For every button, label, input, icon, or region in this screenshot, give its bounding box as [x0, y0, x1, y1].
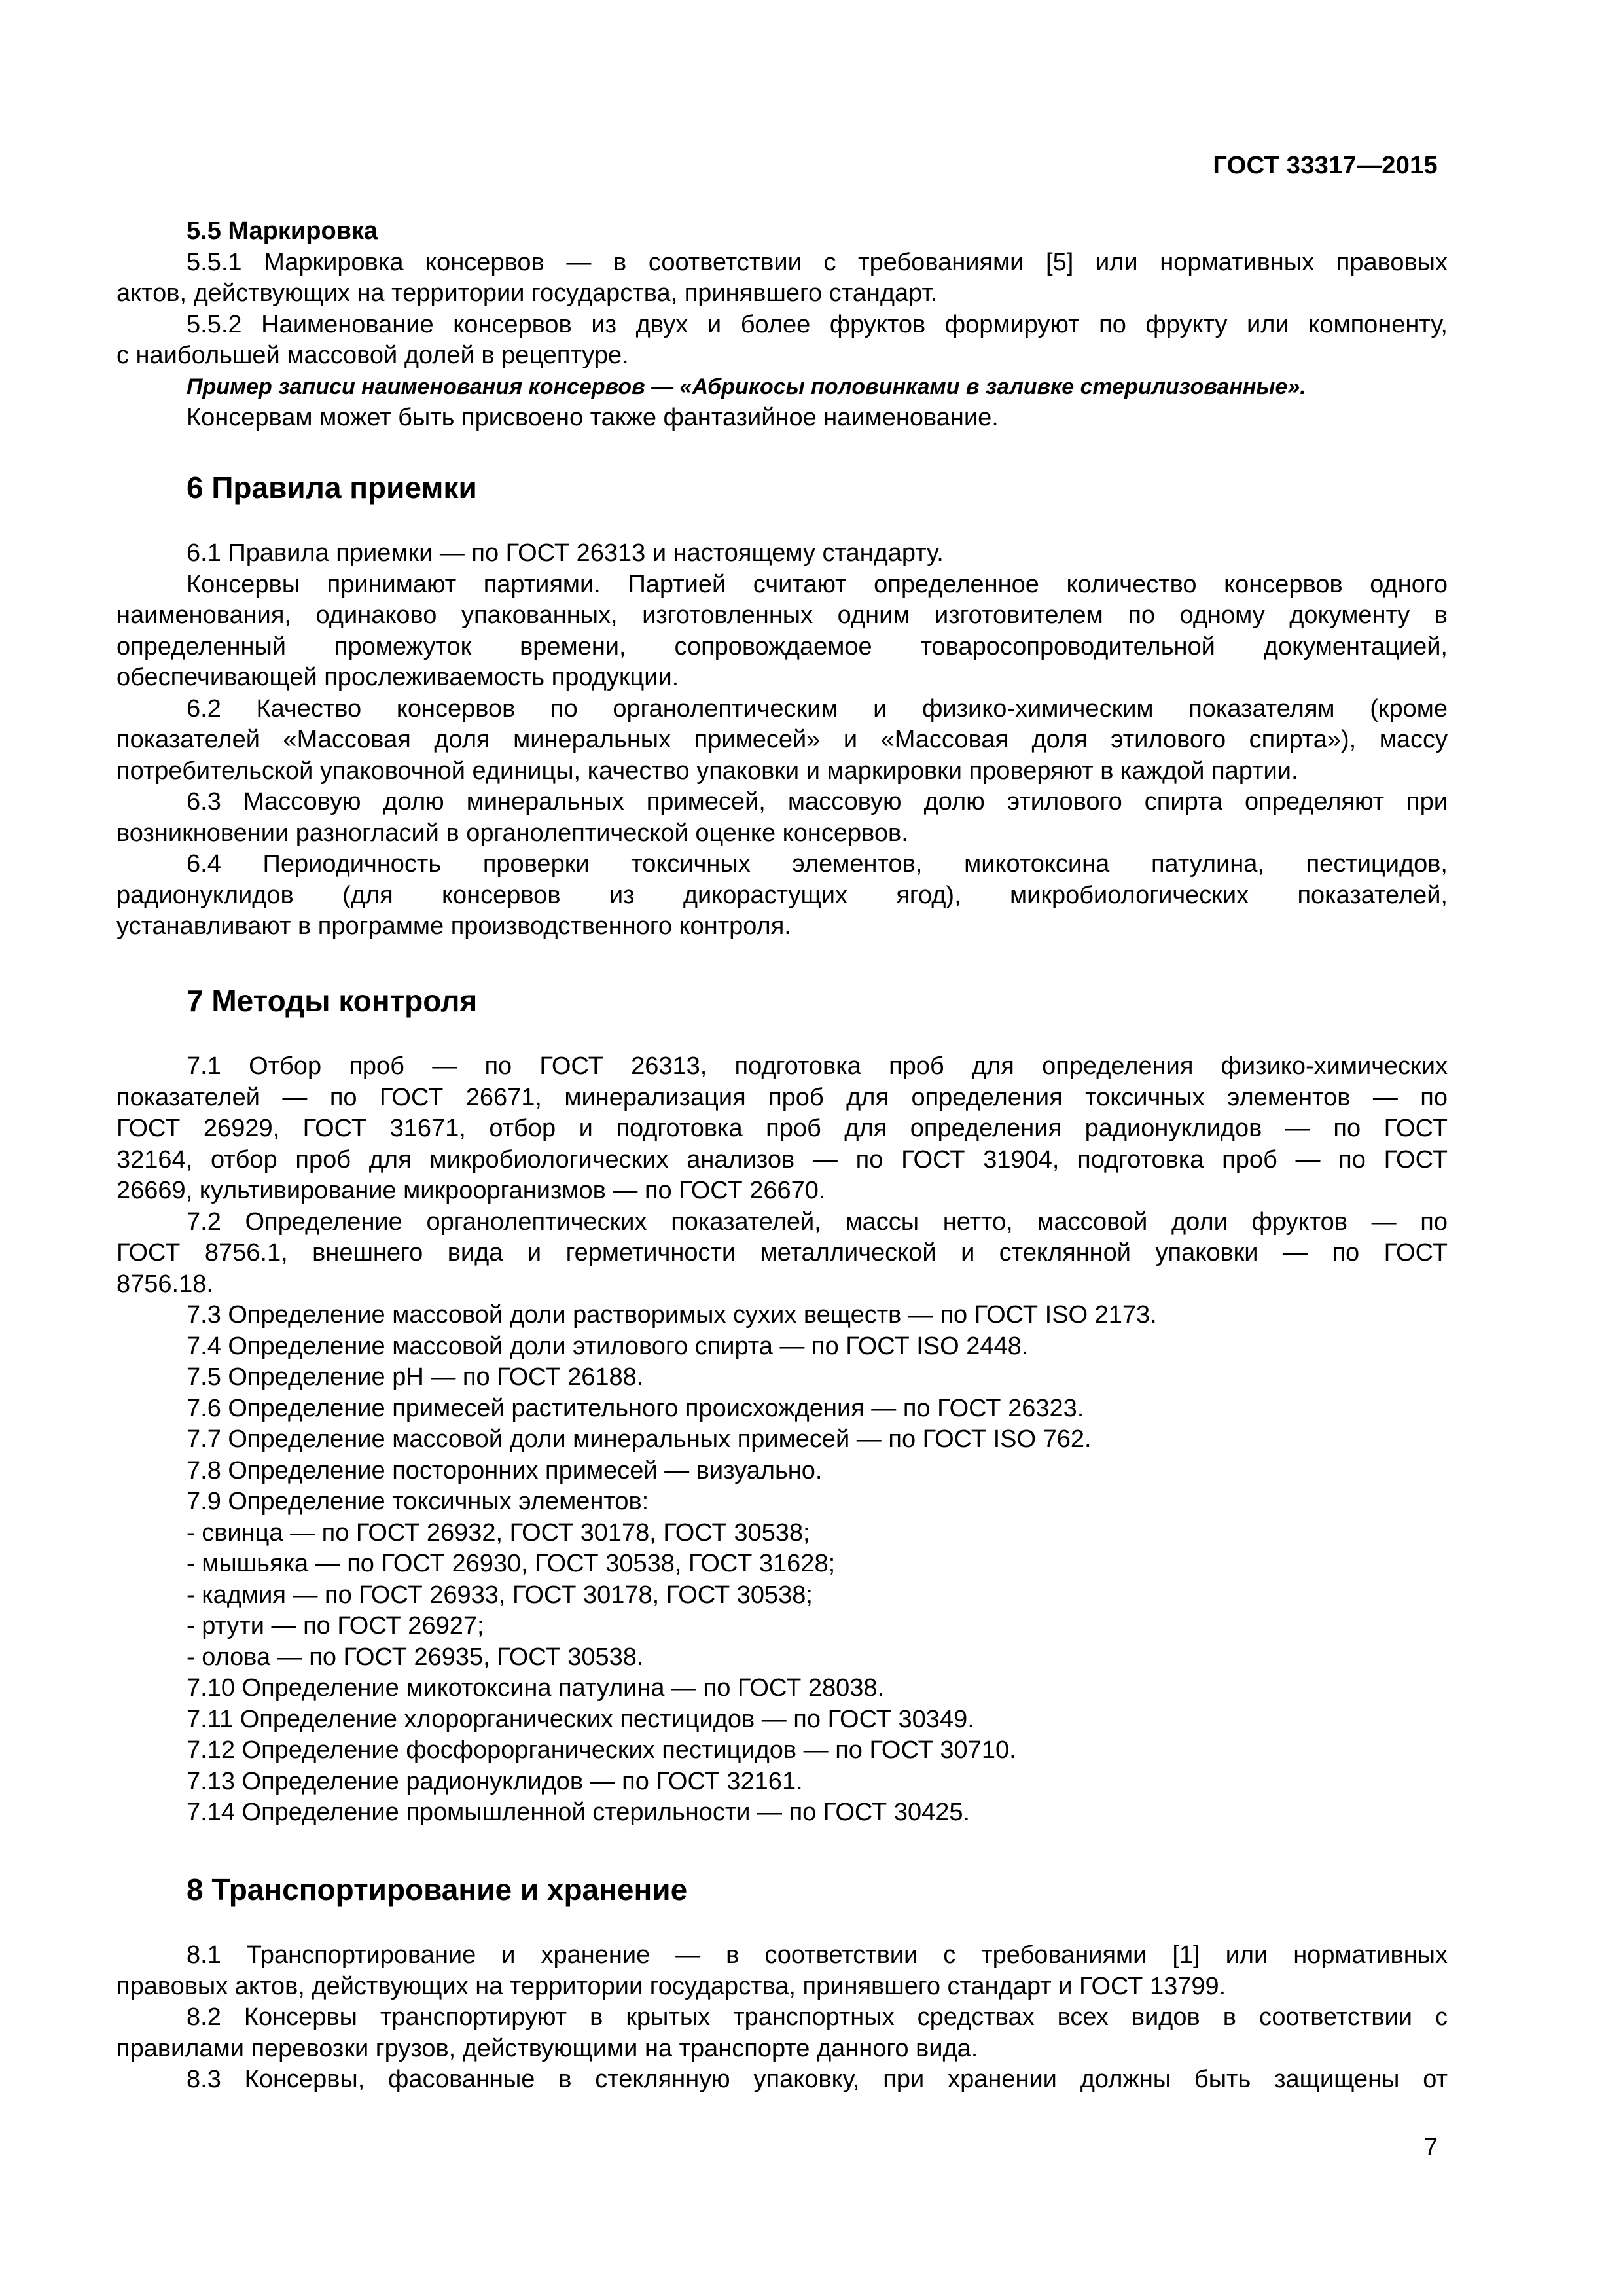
paragraph-line: 5.5.2 Наименование консервов из двух и более фруктов формируют по фрукту или компоненту,	[187, 310, 1448, 338]
list-item: - свинца — по ГОСТ 26932, ГОСТ 30178, ГОСТ 30538;	[187, 1518, 810, 1547]
paragraph-line: с наибольшей массовой долей в рецептуре.	[116, 342, 629, 369]
paragraph-line: 8.2 Консервы транспортируют в крытых транспортных средствах всех видов в соответствии с	[187, 2003, 1448, 2031]
paragraph-line: определенный промежуток времени, сопровождаемое товаросопроводительной документацией,	[116, 632, 1448, 660]
paragraph-line: ГОСТ 26929, ГОСТ 31671, отбор и подготовка проб для определения радионуклидов — по ГОСТ	[116, 1115, 1448, 1142]
list-item: 7.11 Определение хлорорганических пестицидов — по ГОСТ 30349.	[187, 1705, 974, 1733]
paragraph-line: 5.5.1 Маркировка консервов — в соответствии с требованиями [5] или нормативных правовых	[187, 248, 1448, 276]
list-item: 7.6 Определение примесей растительного происхождения — по ГОСТ 26323.	[187, 1394, 1084, 1422]
paragraph-line: 32164, отбор проб для микробиологических анализов — по ГОСТ 31904, подготовка проб — по ГОСТ	[116, 1145, 1448, 1174]
paragraph-line: правилами перевозки грузов, действующими на транспорте данного вида.	[116, 2034, 978, 2062]
section-7-body	[116, 1051, 1448, 1829]
list-item: - ртути — по ГОСТ 26927;	[187, 1612, 484, 1640]
paragraph-line: 7.2 Определение органолептических показателей, массы нетто, массовой доли фруктов — по	[187, 1208, 1448, 1236]
subsection-title: 5.5 Маркировка	[187, 217, 378, 245]
paragraph-line: 6.2 Качество консервов по органолептическим и физико-химическим показателям (кроме	[187, 694, 1448, 723]
paragraph-line: 6.3 Массовую долю минеральных примесей, массовую долю этилового спирта определяют при	[187, 788, 1448, 816]
paragraph-line: радионуклидов (для консервов из дикорастущих ягод), микробиологических показателей,	[116, 881, 1448, 909]
paragraph-line: показателей «Массовая доля минеральных примесей» и «Массовая доля этилового спирта»), массу	[116, 726, 1448, 753]
section-8-body	[116, 1940, 1448, 2096]
list-item: 7.3 Определение массовой доли растворимых сухих веществ — по ГОСТ ISO 2173.	[187, 1301, 1157, 1329]
document-id: ГОСТ 33317—2015	[1213, 152, 1438, 179]
paragraph-line: правовых актов, действующих на территории государства, принявшего стандарт и ГОСТ 13799.	[116, 1972, 1226, 2000]
paragraph-line: потребительской упаковочной единицы, качество упаковки и маркировки проверяют в каждой партии.	[116, 757, 1298, 785]
paragraph-line: Консервам может быть присвоено также фантазийное наименование.	[187, 404, 999, 431]
list-item: 7.12 Определение фосфорорганических пестицидов — по ГОСТ 30710.	[187, 1736, 1016, 1764]
paragraph-line: Консервы принимают партиями. Партией считают определенное количество консервов одного	[187, 570, 1448, 598]
list-item: 7.4 Определение массовой доли этилового спирта — по ГОСТ ISO 2448.	[187, 1332, 1029, 1360]
list-item: 7.10 Определение микотоксина патулина — по ГОСТ 28038.	[187, 1674, 885, 1702]
page-number: 7	[1423, 2134, 1438, 2161]
paragraph-line: 7.1 Отбор проб — по ГОСТ 26313, подготовка проб для определения физико-химических	[187, 1052, 1448, 1080]
list-item: 7.7 Определение массовой доли минеральных примесей — по ГОСТ ISO 762.	[187, 1426, 1092, 1453]
list-item: - кадмия — по ГОСТ 26933, ГОСТ 30178, ГОСТ 30538;	[187, 1581, 813, 1609]
paragraph-line: показателей — по ГОСТ 26671, минерализация проб для определения токсичных элементов — по	[116, 1083, 1448, 1111]
list-item: 7.13 Определение радионуклидов — по ГОСТ 32161.	[187, 1767, 803, 1795]
paragraph-line: ГОСТ 8756.1, внешнего вида и герметичности металлической и стеклянной упаковки — по ГОСТ	[116, 1239, 1448, 1266]
paragraph-line: возникновении разногласий в органолептической оценке консервов.	[116, 819, 908, 847]
section-5-5	[116, 216, 1448, 434]
paragraph-line: 6.1 Правила приемки — по ГОСТ 26313 и настоящему стандарту.	[187, 539, 944, 567]
list-item: 7.5 Определение рН — по ГОСТ 26188.	[187, 1363, 644, 1391]
paragraph-line: актов, действующих на территории государства, принявшего стандарт.	[116, 279, 938, 307]
section-6-body	[116, 538, 1448, 942]
section-heading: 6 Правила приемки	[187, 471, 477, 505]
list-item: 7.14 Определение промышленной стерильности — по ГОСТ 30425.	[187, 1799, 971, 1826]
paragraph-line: устанавливают в программе производственного контроля.	[116, 912, 791, 940]
paragraph-line: 26669, культивирование микроорганизмов — по ГОСТ 26670.	[116, 1177, 826, 1204]
section-heading: 7 Методы контроля	[187, 984, 478, 1018]
example-note: Пример записи наименования консервов — «Абрикосы половинками в заливке стерилизованные».	[187, 374, 1306, 399]
paragraph-line: 8.1 Транспортирование и хранение — в соответствии с требованиями [1] или нормативных	[187, 1941, 1448, 1969]
list-item: - олова — по ГОСТ 26935, ГОСТ 30538.	[187, 1643, 644, 1671]
list-item: - мышьяка — по ГОСТ 26930, ГОСТ 30538, ГОСТ 31628;	[187, 1550, 836, 1577]
paragraph-line: наименования, одинаково упакованных, изготовленных одним изготовителем по одному документу в	[116, 601, 1448, 629]
list-item: 7.8 Определение посторонних примесей — визуально.	[187, 1456, 823, 1484]
paragraph-line: обеспечивающей прослеживаемость продукции.	[116, 664, 679, 691]
section-heading: 8 Транспортирование и хранение	[187, 1873, 688, 1907]
paragraph-line: 8756.18.	[116, 1270, 213, 1298]
paragraph-line: 8.3 Консервы, фасованные в стеклянную упаковку, при хранении должны быть защищены от	[187, 2066, 1448, 2093]
paragraph-line: 6.4 Периодичность проверки токсичных элементов, микотоксина патулина, пестицидов,	[187, 850, 1448, 878]
list-item: 7.9 Определение токсичных элементов:	[187, 1488, 649, 1515]
